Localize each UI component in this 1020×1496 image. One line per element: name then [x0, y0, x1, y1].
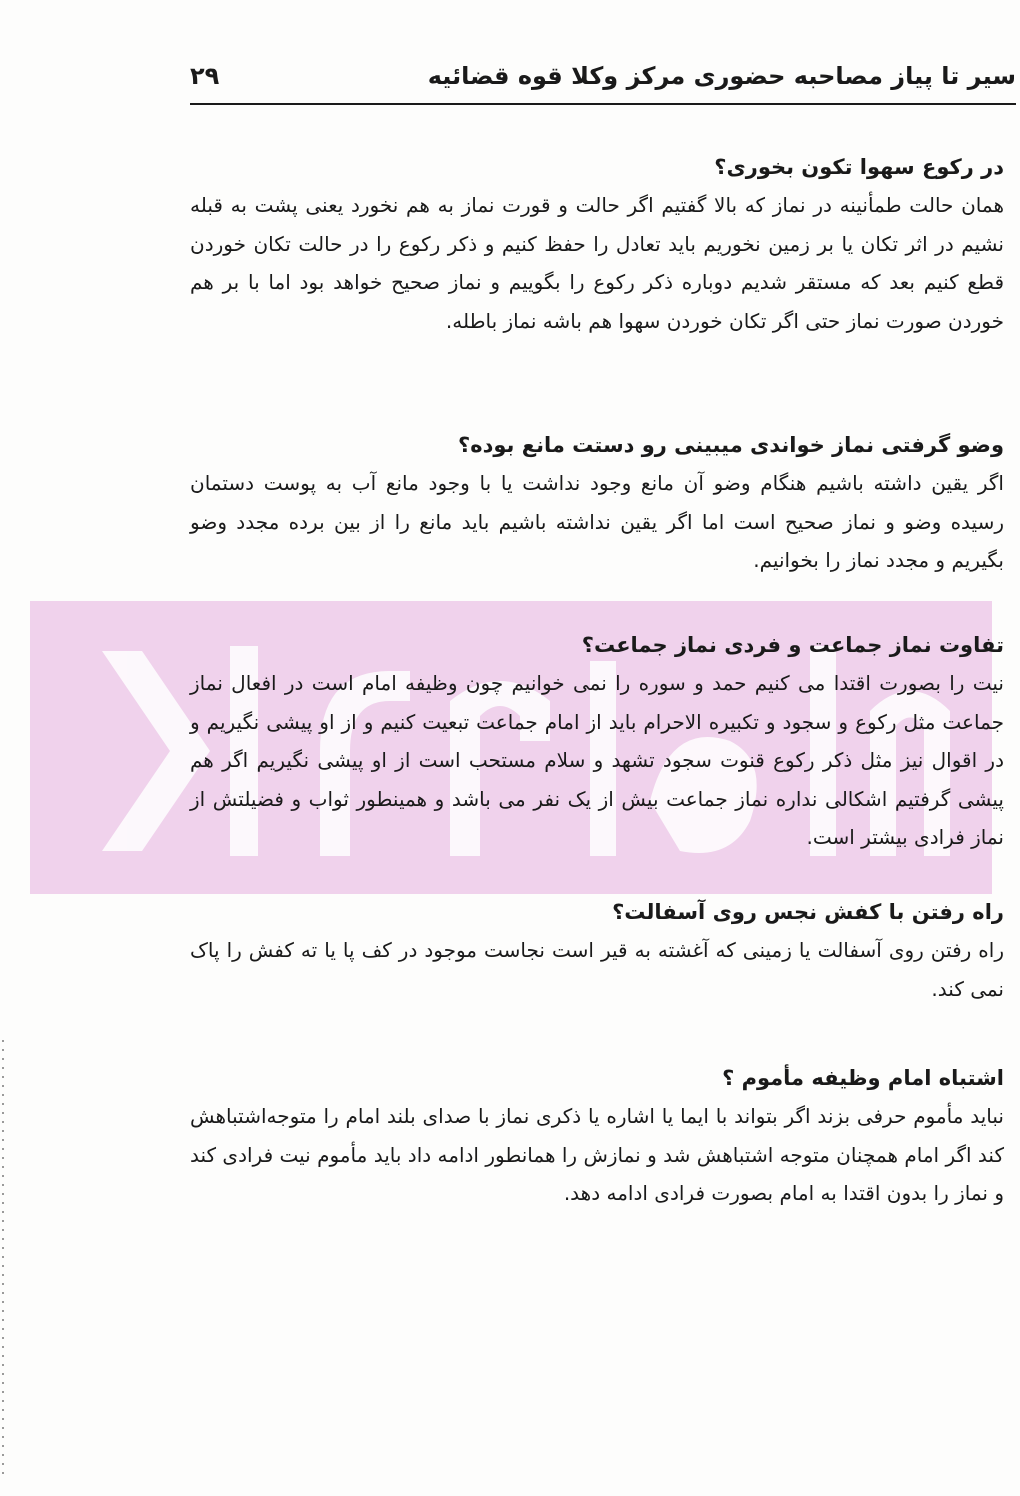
answer-paragraph: نیت را بصورت اقتدا می کنیم حمد و سوره را نمی خوانیم چون وظیفه امام است در افعال نماز جماعت مثل رکوع و سجود و تکبیره الاحرام باید از امام جماعت تبعیت کنیم و از او پیشی نگیریم و در اقوال نیز مثل ذکر رکوع قنوت سجود تشهد و سلام مستحب است از او پیشی نگیریم اگر هم پیشی گرفتیم اشکالی نداره نماز جماعت بیش از یک نفر می باشد و همینطور ثواب و فضیلتش از نماز فرادی بیشتر است.: [190, 671, 1004, 849]
running-header: [190, 58, 1016, 102]
qa-section: [190, 148, 1004, 340]
answer-paragraph: راه رفتن روی آسفالت یا زمینی که آغشته به قیر است نجاست موجود در کف پا یا ته کفش را پاک نمی کند.: [190, 938, 1004, 1001]
header-divider: [190, 103, 1016, 105]
qa-section: [190, 1059, 1004, 1213]
answer-paragraph: اگر یقین داشته باشیم هنگام وضو آن مانع وجود نداشت یا با وجود مانع آب به پوست دستمان رسیده وضو و نماز صحیح است اما اگر یقین نداشته باشیم باید مانع را از بین برده مجدد وضو بگیریم و مجدد نماز را بخوانیم.: [190, 471, 1004, 572]
question-heading: وضو گرفتی نماز خواندی میبینی رو دستت مانع بوده؟: [458, 433, 1004, 457]
book-title: سیر تا پیاز مصاحبه حضوری مرکز وکلا قوه قضائیه: [427, 62, 1016, 90]
question-heading: در رکوع سهوا تکون بخوری؟: [714, 155, 1004, 179]
answer-paragraph: نباید مأموم حرفی بزند اگر بتواند با ایما یا اشاره یا ذکری نماز با صدای بلند امام را متوجه‌اشتباهش کند اگر امام همچنان متوجه اشتباهش شد و نمازش را همانطور ادامه داد باید مأموم نیت فرادی کند و نماز را بدون اقتدا به امام بصورت فرادی ادامه دهد.: [190, 1104, 1004, 1205]
page-number: ۲۹: [190, 62, 220, 90]
qa-section: [190, 426, 1004, 580]
answer-paragraph: همان حالت طمأنینه در نماز که بالا گفتیم اگر حالت و قورت نماز به هم نخورد یعنی پشت به قبله نشیم در اثر تکان یا بر زمین نخوریم باید تعادل را حفظ کنیم و ذکر رکوع را در حالت تکان خوردن قطع کنیم بعد که مستقر شدیم دوباره ذکر رکوع را بگوییم و نماز صحیح خواهد بود اما با بر هم خوردن صورت نماز حتی اگر تکان خوردن سهوا هم باشه نماز باطله.: [190, 193, 1004, 333]
question-heading: راه رفتن با کفش نجس روی آسفالت؟: [612, 900, 1004, 924]
qa-section: [190, 626, 1004, 857]
question-heading: تفاوت نماز جماعت و فردی نماز جماعت؟: [581, 633, 1004, 657]
qa-section: [190, 893, 1004, 1008]
question-heading: اشتباه امام وظیفه مأموم ؟: [722, 1066, 1004, 1090]
binding-edge-dots: [2, 1040, 4, 1480]
